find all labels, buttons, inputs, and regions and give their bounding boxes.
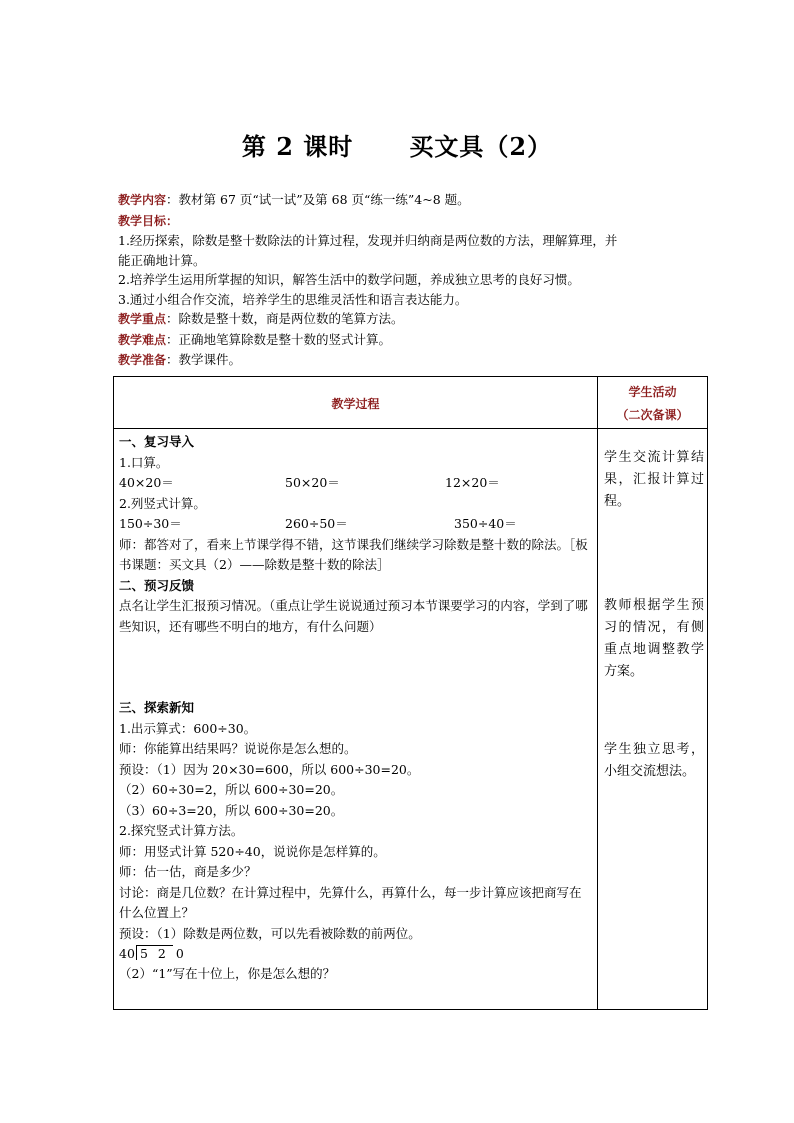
long-division-dividend: 5 2 0 (140, 946, 187, 961)
student-activity-preview: 教师根据学生预习的情况，有侧重点地调整教学方案。 (604, 598, 704, 679)
difficult-line (118, 330, 698, 351)
student-header-subtitle: （二次备课） (616, 408, 689, 422)
explore-line: 2.探究竖式计算方法。 (119, 823, 244, 838)
difficult-label: 教学难点 (118, 332, 167, 347)
discussion-text: 讨论：商是几位数？在计算过程中，先算什么，再算什么，每一步计算应该把商写在什么位置上？ (119, 884, 582, 920)
written-calc-row (119, 514, 593, 535)
oral-calc-label: 1.口算。 (119, 454, 169, 470)
process-header: 教学过程 (331, 397, 380, 411)
teacher-intro: 师：都答对了，看来上节课学得不错，这节课我们继续学习除数是整十数的除法。［板书课题：买文具（2）——除数是整十数的除法］ (119, 536, 588, 572)
prep-text: ：教学课件。 (166, 352, 242, 367)
difficult-text: ：正确地笔算除数是整十数的竖式计算。 (166, 331, 392, 347)
content-line (118, 190, 698, 211)
written-calc-label: 2.列竖式计算。 (119, 495, 206, 511)
oral-calc-row (119, 473, 593, 494)
explore-line: 预设：（1）因为 20×30=600，所以 600÷30=20。 (119, 761, 420, 777)
student-activity-explore: 学生独立思考，小组交流想法。 (604, 742, 704, 779)
long-division-divisor: 40 (119, 946, 135, 961)
column-divider (597, 377, 598, 1009)
goal-1b: 能正确地计算。 (118, 252, 206, 268)
header-divider (114, 428, 707, 429)
explore-line: （3）60÷3=20，所以 600÷30=20。 (119, 802, 344, 818)
oral-calc-item: 12×20＝ (445, 475, 500, 490)
lesson-table (113, 376, 708, 1010)
spacer (119, 637, 593, 698)
page-title: 第 2 课时 买文具（2） (241, 132, 553, 161)
written-calc-item: 260÷50＝ (285, 516, 348, 531)
key-line (118, 309, 698, 330)
oral-calc-item: 50×20＝ (285, 475, 340, 490)
long-division (119, 944, 593, 964)
oral-calc-item: 40×20＝ (119, 475, 174, 490)
explore-line: （2）60÷30=2，所以 600÷30=20。 (119, 782, 344, 797)
student-header (598, 381, 707, 427)
content-text: ：教材第 67 页“试一试”及第 68 页“练一练”4~8 题。 (166, 192, 470, 207)
written-calc-item: 150÷30＝ (119, 516, 182, 531)
explore-line: 预设：（1）除数是两位数，可以先看被除数的前两位。 (119, 925, 421, 941)
goals-colon: ： (166, 213, 179, 228)
key-text: ：除数是整十数，商是两位数的笔算方法。 (166, 311, 404, 326)
student-activity-review: 学生交流计算结果，汇报计算过程。 (604, 450, 704, 509)
section-explore-title: 三、探索新知 (119, 700, 195, 715)
explore-line: （2）“1”写在十位上，你是怎么想的？ (119, 966, 336, 981)
preview-feedback-text: 点名让学生汇报预习情况。（重点让学生说说通过预习本节课要学习的内容，学到了哪些知识，还有哪些不明白的地方，有什么问题） (119, 598, 588, 634)
explore-line: 师：估一估，商是多少？ (119, 864, 257, 879)
lesson-meta (118, 190, 698, 371)
key-label: 教学重点 (118, 312, 167, 326)
goal-2: 2.培养学生运用所掌握的知识，解答生活中的数学问题，养成独立思考的良好习惯。 (118, 272, 580, 287)
written-calc-item: 350÷40＝ (454, 516, 517, 531)
student-header-title: 学生活动 (628, 385, 677, 399)
process-column (119, 432, 593, 985)
prep-label: 教学准备 (118, 353, 167, 367)
goals-label: 教学目标 (118, 213, 167, 228)
prep-line (118, 350, 698, 371)
section-review-title: 一、复习导入 (119, 434, 195, 449)
explore-line: 师：用竖式计算 520÷40，说说你是怎样算的。 (119, 843, 386, 859)
explore-line: 1.出示算式：600÷30。 (119, 720, 257, 736)
content-label: 教学内容 (118, 193, 167, 207)
goal-1a: 1.经历探索，除数是整十数除法的计算过程，发现并归纳商是两位数的方法，理解算理，并 (118, 233, 618, 248)
explore-line: 师：你能算出结果吗？说说你是怎么想的。 (119, 741, 357, 756)
goals-line (118, 211, 698, 232)
goal-3: 3.通过小组合作交流，培养学生的思维灵活性和语言表达能力。 (118, 291, 468, 307)
section-preview-title: 二、预习反馈 (119, 577, 195, 593)
